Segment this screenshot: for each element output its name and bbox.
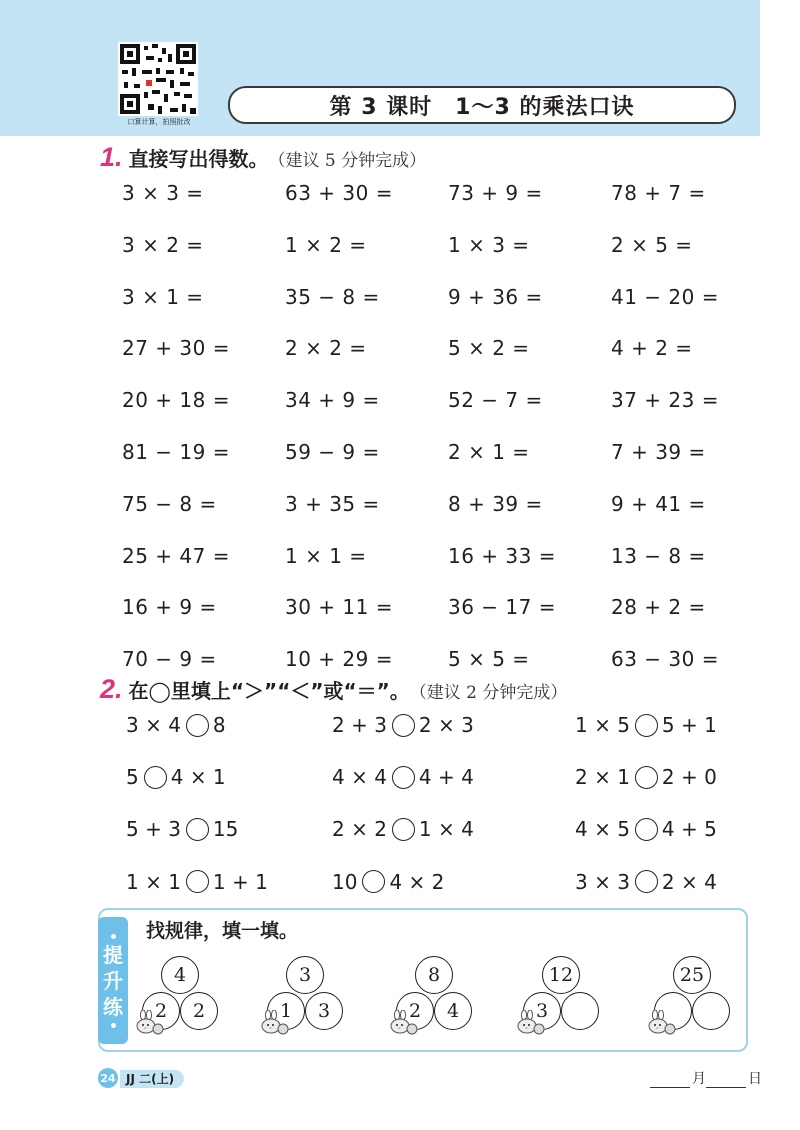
number-circle-top: 25 (673, 956, 711, 994)
comparison-left: 5 + 3 (126, 817, 181, 842)
section-2-heading (100, 674, 567, 705)
rabbit-icon (259, 1010, 289, 1036)
arithmetic-problem[interactable]: 59 − 9 = (285, 439, 380, 464)
month-blank[interactable] (650, 1072, 690, 1088)
arithmetic-problem[interactable]: 20 + 18 = (122, 388, 230, 413)
arithmetic-problem[interactable]: 1 × 1 = (285, 543, 367, 568)
comparison-left: 1 × 1 (126, 869, 181, 894)
tab-dot (111, 1023, 116, 1028)
comparison-left: 2 + 3 (332, 713, 387, 737)
arithmetic-problem[interactable]: 2 × 1 = (448, 439, 530, 464)
arithmetic-problem[interactable]: 9 + 36 = (448, 284, 543, 309)
arithmetic-problem[interactable]: 8 + 39 = (448, 491, 543, 516)
day-label: 日 (748, 1071, 762, 1087)
qr-caption: 口算计算，拍照批改 (127, 118, 191, 126)
comparison-left: 1 × 5 (575, 713, 630, 737)
comparison-left: 3 × 4 (126, 713, 181, 737)
arithmetic-problem[interactable]: 13 − 8 = (611, 543, 706, 568)
answer-circle[interactable] (392, 766, 415, 789)
arithmetic-problem[interactable]: 30 + 11 = (285, 595, 393, 620)
arithmetic-problem[interactable]: 2 × 5 = (611, 232, 693, 257)
arithmetic-problem[interactable]: 41 − 20 = (611, 284, 719, 309)
section-1-number: 1. (100, 142, 123, 172)
arithmetic-problem[interactable]: 63 − 30 = (611, 647, 719, 672)
arithmetic-problem[interactable]: 5 × 2 = (448, 336, 530, 361)
comparison-right: 2 × 4 (661, 869, 717, 894)
comparison-right: 4 + 4 (418, 765, 474, 790)
number-circle-left: 2 (142, 992, 180, 1030)
arithmetic-problem[interactable]: 25 + 47 = (122, 543, 230, 568)
date-fill-line (650, 1068, 762, 1088)
rabbit-icon (134, 1010, 164, 1036)
comparison-right: 2 + 0 (661, 765, 717, 790)
comparison-item (126, 762, 332, 792)
rabbit-icon (646, 1010, 676, 1036)
section-2-hint: （建议 2 分钟完成） (409, 683, 568, 703)
comparison-item (575, 710, 746, 740)
number-circle-right[interactable] (561, 992, 599, 1030)
answer-circle[interactable] (635, 818, 658, 841)
comparison-left: 2 × 1 (575, 765, 630, 790)
comparison-grid (126, 710, 746, 919)
arithmetic-problem[interactable]: 2 × 2 = (285, 336, 367, 361)
comparison-left: 5 (126, 765, 139, 790)
tab-dot (111, 934, 116, 939)
arithmetic-problem[interactable]: 3 × 1 = (122, 284, 204, 309)
rabbit-icon (388, 1010, 418, 1036)
arithmetic-problem[interactable]: 3 + 35 = (285, 491, 380, 516)
improvement-title: 找规律，填一填。 (146, 920, 299, 942)
improvement-tab (98, 917, 128, 1044)
number-circle-top: 12 (542, 956, 580, 994)
comparison-item (332, 710, 575, 740)
arithmetic-problem[interactable]: 3 × 3 = (122, 181, 204, 205)
comparison-right: 4 × 1 (170, 765, 226, 790)
answer-circle[interactable] (635, 870, 658, 893)
comparison-item (575, 814, 746, 844)
section-1-heading (100, 142, 426, 173)
comparison-right: 5 + 1 (661, 713, 717, 737)
comparison-left: 4 × 4 (332, 765, 387, 790)
lesson-title: 第 3 课时 1～3 的乘法口诀 (329, 94, 635, 120)
number-circle-top: 4 (161, 956, 199, 994)
section-2-number: 2. (100, 674, 123, 704)
comparison-right: 4 + 5 (661, 817, 717, 842)
arithmetic-problem[interactable]: 5 × 5 = (448, 647, 530, 672)
answer-circle[interactable] (362, 870, 385, 893)
comparison-item (575, 762, 746, 792)
number-circle-right: 4 (434, 992, 472, 1030)
arithmetic-problem[interactable]: 73 + 9 = (448, 181, 543, 205)
number-circle-left: 3 (523, 992, 561, 1030)
answer-circle[interactable] (186, 818, 209, 841)
tab-char: 提 (103, 942, 123, 967)
comparison-item (126, 867, 332, 897)
number-circle-top: 8 (415, 956, 453, 994)
comparison-right: 8 (212, 713, 226, 737)
number-circle-right[interactable] (692, 992, 730, 1030)
arithmetic-problem[interactable]: 16 + 33 = (448, 543, 556, 568)
arithmetic-problem[interactable]: 28 + 2 = (611, 595, 706, 620)
oral-arithmetic-grid (122, 178, 762, 696)
number-circle-left: 1 (267, 992, 305, 1030)
number-circle-left: 2 (396, 992, 434, 1030)
day-blank[interactable] (706, 1072, 746, 1088)
arithmetic-problem[interactable]: 63 + 30 = (285, 181, 393, 205)
arithmetic-problem[interactable]: 9 + 41 = (611, 491, 706, 516)
arithmetic-problem[interactable]: 81 − 19 = (122, 439, 230, 464)
comparison-item (332, 867, 575, 897)
answer-circle[interactable] (186, 870, 209, 893)
answer-circle[interactable] (392, 818, 415, 841)
month-label: 月 (692, 1071, 706, 1087)
arithmetic-problem[interactable]: 36 − 17 = (448, 595, 556, 620)
arithmetic-problem[interactable]: 27 + 30 = (122, 336, 230, 361)
arithmetic-problem[interactable]: 35 − 8 = (285, 284, 380, 309)
number-circle-right: 3 (305, 992, 343, 1030)
comparison-item (126, 710, 332, 740)
section-1-title: 直接写出得数。 (128, 147, 269, 171)
arithmetic-problem[interactable]: 4 + 2 = (611, 336, 693, 361)
arithmetic-problem[interactable]: 52 − 7 = (448, 388, 543, 413)
comparison-right: 1 × 4 (418, 817, 474, 842)
answer-circle[interactable] (635, 714, 658, 737)
section-1-hint: （建议 5 分钟完成） (268, 151, 427, 171)
arithmetic-problem[interactable]: 3 × 2 = (122, 232, 204, 257)
comparison-left: 3 × 3 (575, 869, 630, 894)
arithmetic-problem[interactable]: 1 × 3 = (448, 232, 530, 257)
comparison-left: 2 × 2 (332, 817, 387, 842)
comparison-left: 4 × 5 (575, 817, 630, 842)
rabbit-icon (515, 1010, 545, 1036)
comparison-item (575, 867, 746, 897)
page-number: 24 (98, 1068, 118, 1088)
comparison-left: 10 (332, 869, 358, 894)
grade-label: JJ 二(上) (120, 1070, 184, 1088)
answer-circle[interactable] (392, 714, 415, 737)
section-2-title: 在◯里填上“＞”“＜”或“＝”。 (128, 679, 410, 703)
tab-char: 练 (103, 994, 123, 1019)
arithmetic-problem[interactable]: 37 + 23 = (611, 388, 719, 413)
arithmetic-problem[interactable]: 7 + 39 = (611, 439, 706, 464)
lesson-title-banner (228, 86, 736, 124)
arithmetic-problem[interactable]: 16 + 9 = (122, 595, 217, 620)
arithmetic-problem[interactable]: 1 × 2 = (285, 232, 367, 257)
comparison-right: 1 + 1 (212, 869, 268, 894)
number-circle-top: 3 (286, 956, 324, 994)
number-circle-right: 2 (180, 992, 218, 1030)
arithmetic-problem[interactable]: 34 + 9 = (285, 388, 380, 413)
comparison-item (332, 762, 575, 792)
answer-circle[interactable] (186, 714, 209, 737)
tab-char: 升 (103, 968, 123, 993)
arithmetic-problem[interactable]: 75 − 8 = (122, 491, 217, 516)
comparison-item (126, 814, 332, 844)
arithmetic-problem[interactable]: 10 + 29 = (285, 647, 393, 672)
arithmetic-problem[interactable]: 78 + 7 = (611, 181, 706, 205)
arithmetic-problem[interactable]: 70 − 9 = (122, 647, 217, 672)
comparison-right: 15 (212, 817, 239, 842)
comparison-right: 2 × 3 (418, 713, 474, 737)
comparison-item (332, 814, 575, 844)
qr-code-icon[interactable] (118, 42, 198, 116)
answer-circle[interactable] (144, 766, 167, 789)
answer-circle[interactable] (635, 766, 658, 789)
comparison-right: 4 × 2 (389, 869, 445, 894)
